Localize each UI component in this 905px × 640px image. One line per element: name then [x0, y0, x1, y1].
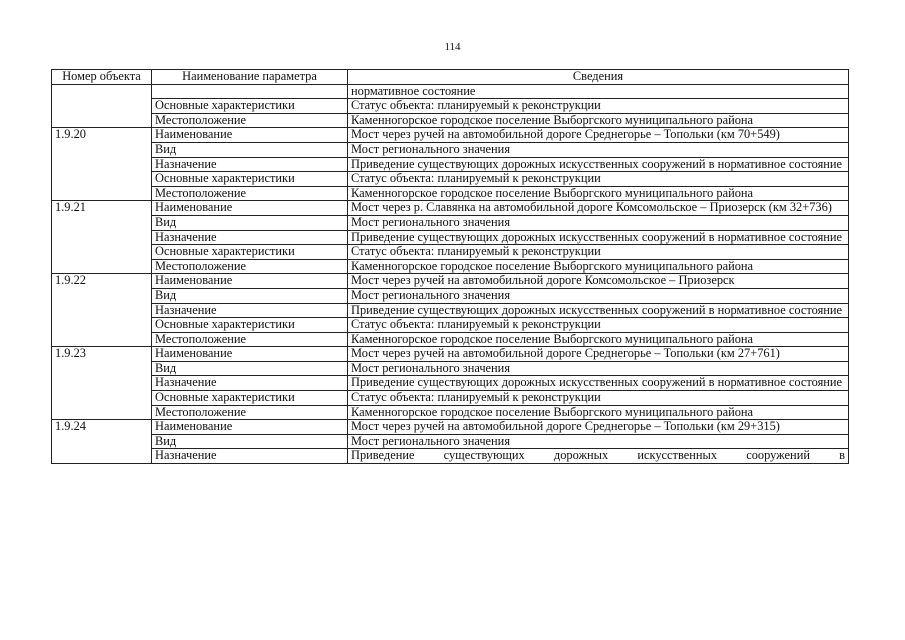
table-row	[52, 142, 849, 157]
parameter-value-cell: Приведение существующих дорожных искусственных сооружений в	[348, 449, 849, 464]
object-number-cell: 1.9.24	[52, 420, 152, 464]
parameter-name-cell: Наименование	[152, 420, 348, 435]
parameter-value-cell: Статус объекта: планируемый к реконструкции	[348, 99, 849, 114]
parameter-name-cell: Местоположение	[152, 259, 348, 274]
parameter-value-cell: Каменногорское городское поселение Выборгского муниципального района	[348, 332, 849, 347]
table-row	[52, 391, 849, 406]
parameter-value-cell: Статус объекта: планируемый к реконструкции	[348, 172, 849, 187]
table-row	[52, 288, 849, 303]
object-number-cell: 1.9.20	[52, 128, 152, 201]
table-row	[52, 318, 849, 333]
parameter-name-cell: Основные характеристики	[152, 318, 348, 333]
parameter-name-cell: Основные характеристики	[152, 245, 348, 260]
table-row	[52, 113, 849, 128]
table-row	[52, 230, 849, 245]
table-row	[52, 128, 849, 143]
parameter-name-cell: Местоположение	[152, 332, 348, 347]
table-row	[52, 405, 849, 420]
parameter-value-cell: нормативное состояние	[348, 84, 849, 99]
table-row	[52, 84, 849, 99]
page-number: 114	[444, 41, 461, 53]
table-row	[52, 201, 849, 216]
table-row	[52, 99, 849, 114]
table-row	[52, 449, 849, 464]
table-row	[52, 186, 849, 201]
parameter-name-cell: Вид	[152, 434, 348, 449]
parameter-value-cell: Каменногорское городское поселение Выборгского муниципального района	[348, 113, 849, 128]
parameter-name-cell: Назначение	[152, 303, 348, 318]
parameter-name-cell: Основные характеристики	[152, 99, 348, 114]
parameter-value-cell: Статус объекта: планируемый к реконструкции	[348, 245, 849, 260]
parameter-name-cell: Наименование	[152, 347, 348, 362]
parameter-value-cell: Приведение существующих дорожных искусственных сооружений в нормативное состояние	[348, 230, 849, 245]
parameter-name-cell: Вид	[152, 142, 348, 157]
parameter-name-cell: Наименование	[152, 201, 348, 216]
parameter-name-cell: Назначение	[152, 376, 348, 391]
table-row	[52, 259, 849, 274]
parameter-value-cell: Мост через ручей на автомобильной дороге Среднегорье – Топольки (км 70+549)	[348, 128, 849, 143]
parameter-value-cell: Мост регионального значения	[348, 434, 849, 449]
object-number-cell: 1.9.23	[52, 347, 152, 420]
table-row	[52, 434, 849, 449]
table-body	[52, 84, 849, 463]
parameter-name-cell: Назначение	[152, 449, 348, 464]
table-row	[52, 274, 849, 289]
parameter-name-cell: Назначение	[152, 157, 348, 172]
parameter-value-cell: Каменногорское городское поселение Выборгского муниципального района	[348, 405, 849, 420]
parameter-value-cell: Приведение существующих дорожных искусственных сооружений в нормативное состояние	[348, 157, 849, 172]
parameter-name-cell: Местоположение	[152, 113, 348, 128]
header-object-number: Номер объекта	[52, 70, 152, 85]
parameter-value-cell: Каменногорское городское поселение Выборгского муниципального района	[348, 259, 849, 274]
parameter-value-cell: Приведение существующих дорожных искусственных сооружений в нормативное состояние	[348, 303, 849, 318]
parameter-value-cell: Каменногорское городское поселение Выборгского муниципального района	[348, 186, 849, 201]
parameter-value-cell: Мост через ручей на автомобильной дороге Среднегорье – Топольки (км 29+315)	[348, 420, 849, 435]
table-row	[52, 215, 849, 230]
parameter-value-cell: Мост через р. Славянка на автомобильной дороге Комсомольское – Приозерск (км 32+736)	[348, 201, 849, 216]
parameter-name-cell: Вид	[152, 361, 348, 376]
parameter-value-cell: Мост через ручей на автомобильной дороге Комсомольское – Приозерск	[348, 274, 849, 289]
parameter-name-cell: Вид	[152, 215, 348, 230]
table-row	[52, 172, 849, 187]
parameter-value-cell: Статус объекта: планируемый к реконструкции	[348, 391, 849, 406]
table-row	[52, 245, 849, 260]
table-row	[52, 420, 849, 435]
parameter-value-cell: Мост регионального значения	[348, 142, 849, 157]
parameter-name-cell: Местоположение	[152, 405, 348, 420]
parameter-value-cell: Приведение существующих дорожных искусственных сооружений в нормативное состояние	[348, 376, 849, 391]
table-row	[52, 376, 849, 391]
table-row	[52, 361, 849, 376]
table-row	[52, 347, 849, 362]
parameter-name-cell: Основные характеристики	[152, 172, 348, 187]
object-parameters-table	[51, 69, 849, 464]
parameter-name-cell: Наименование	[152, 274, 348, 289]
parameter-value-cell: Мост через ручей на автомобильной дороге Среднегорье – Топольки (км 27+761)	[348, 347, 849, 362]
header-parameter-name: Наименование параметра	[152, 70, 348, 85]
object-number-cell	[52, 84, 152, 128]
parameter-name-cell: Назначение	[152, 230, 348, 245]
parameter-value-cell: Мост регионального значения	[348, 215, 849, 230]
parameter-name-cell: Местоположение	[152, 186, 348, 201]
parameter-name-cell: Вид	[152, 288, 348, 303]
header-details: Сведения	[348, 70, 849, 85]
table-row	[52, 332, 849, 347]
parameter-name-cell: Основные характеристики	[152, 391, 348, 406]
parameter-value-cell: Мост регионального значения	[348, 361, 849, 376]
object-number-cell: 1.9.22	[52, 274, 152, 347]
parameter-name-cell	[152, 84, 348, 99]
header-row	[52, 70, 849, 85]
parameter-name-cell: Наименование	[152, 128, 348, 143]
table-row	[52, 303, 849, 318]
parameter-value-cell: Мост регионального значения	[348, 288, 849, 303]
table-row	[52, 157, 849, 172]
table-header	[52, 70, 849, 85]
object-number-cell: 1.9.21	[52, 201, 152, 274]
parameter-value-cell: Статус объекта: планируемый к реконструкции	[348, 318, 849, 333]
